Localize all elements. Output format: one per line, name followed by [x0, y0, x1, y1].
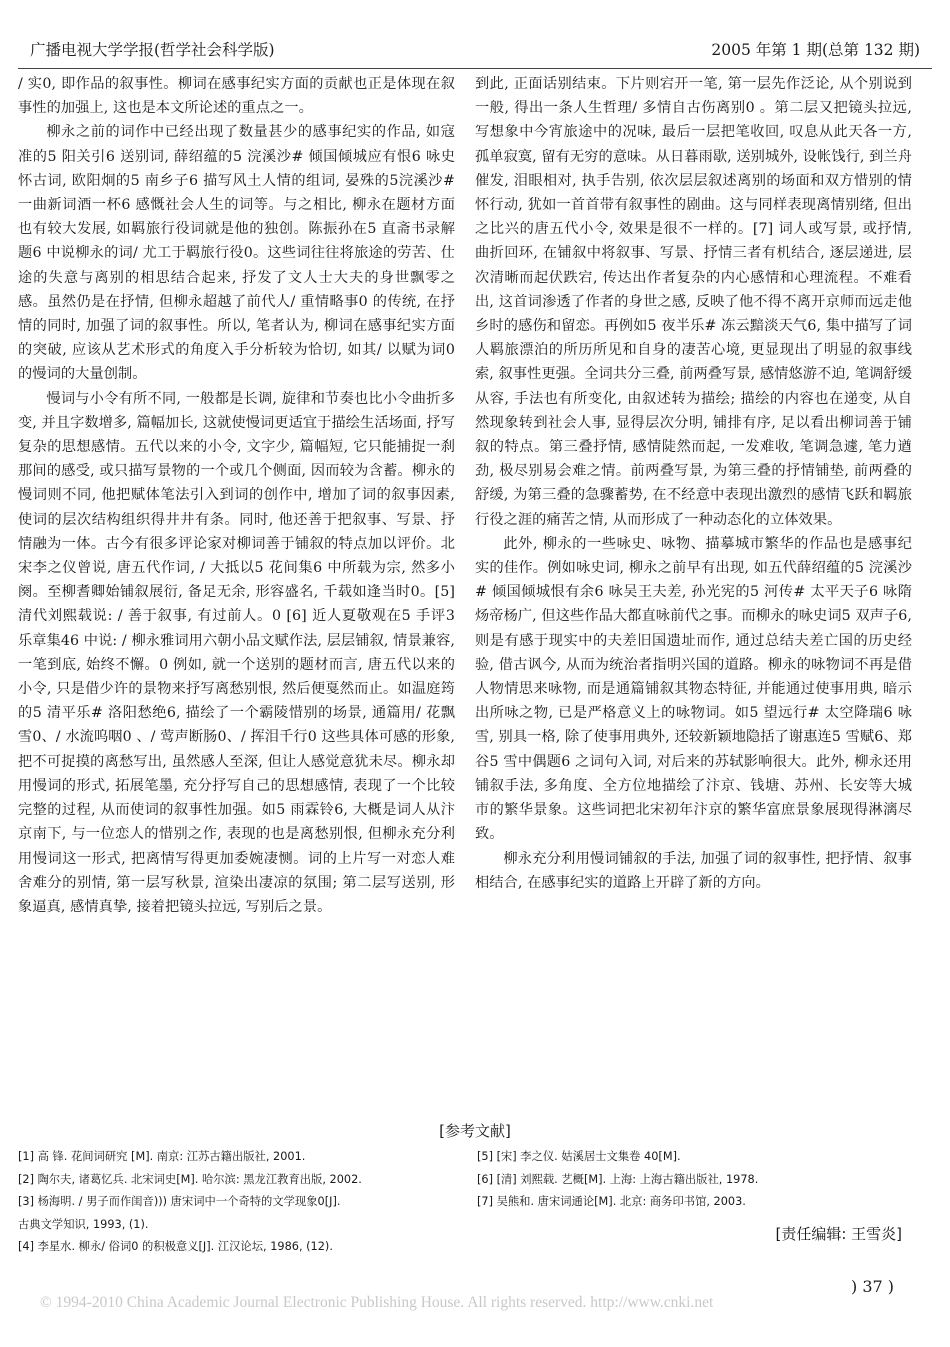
copyright-footer: © 1994-2010 China Academic Journal Electronic Publishing House. All rights reserved. http://www.cnki.net — [40, 1294, 714, 1311]
responsible-editor: [责任编辑: 王雪炎] — [775, 1225, 902, 1243]
journal-title: 广播电视大学学报(哲学社会科学版) — [30, 41, 275, 59]
reference-item: [6] [清] 刘熙载. 艺概[M]. 上海: 上海古籍出版社, 1978. — [477, 1172, 759, 1186]
reference-item: [2] 陶尔夫, 诸葛忆兵. 北宋词史[M]. 哈尔滨: 黑龙江教育出版, 2002. — [18, 1172, 362, 1186]
paragraph: 柳永之前的词作中已经出现了数量甚少的感事纪实的作品, 如寇准的5 阳关引6 送别词, 薛绍蕴的5 浣溪沙# 倾国倾城应有恨6 咏史怀古词, 欧阳炯的5 南乡子6 描写风土人情的组词, 晏殊的5浣溪沙# 一曲新词酒一杯6 感慨社会人生的词等。与之相比, 柳永在题材方面也有较大发展, 如羁旅行役词就是他的独创。陈振孙在5 直斋书录解题6 中说柳永的词/ 尤工于羁旅行役0。这些词往往将旅途的劳苦、仕途的失意与离别的相思结合起来, 抒发了文人士大夫的身世飘零之感。虽然仍是在抒情, 但柳永超越了前代人/ 重情略事0 的传统, 在抒情的同时, 加强了词的叙事性。所以, 笔者认为, 柳词在感事纪实方面的突破, 应该从艺术形式的角度入手分析较为恰切, 如其/ 以赋为词0 的慢词的大量创制。 — [18, 124, 455, 383]
reference-item: [7] 吴熊和. 唐宋词通论[M]. 北京: 商务印书馆, 2003. — [477, 1195, 746, 1208]
header-divider — [18, 68, 932, 69]
paragraph: 柳永充分利用慢词铺叙的手法, 加强了词的叙事性, 把抒情、叙事相结合, 在感事纪实的道路上开辟了新的方向。 — [475, 850, 912, 891]
paragraph: / 实0, 即作品的叙事性。柳词在感事纪实方面的贡献也正是体现在叙事性的加强上, 这也是本文所论述的重点之一。 — [18, 76, 455, 117]
reference-item: [3] 杨海明. / 男子而作闺音))) 唐宋词中一个奇特的文学现象0[J]. — [18, 1195, 341, 1208]
paragraph: 慢词与小令有所不同, 一般都是长调, 旋律和节奏也比小令曲折多变, 并且字数增多, 篇幅加长, 这就使慢词更适宜于描绘生活场面, 抒写复杂的思想感情。五代以来的小令, 文字少, 篇幅短, 它只能捕捉一刹那间的感受, 或只描写景物的一个或几个侧面, 因而较为含蓄。柳永的慢词则不同, 他把赋体笔法引入到词的创作中, 增加了词的叙事因素, 使词的层次结构组织得井井有条。同时, 他还善于把叙事、写景、抒情融为一体。古今有很多评论家对柳词善于铺叙的特点加以评价。北宋李之仪曾说, 唐五代作词, / 大抵以5 花间集6 中所载为宗, 然多小阕。至柳耆卿始铺叙展衍, 备足无余, 形容盛名, 千载如逢当时0。[5] 清代刘熙载说: / 善于叙事, 有过前人。0 [6] 近人夏敬观在5 手评3 乐章集46 中说: / 柳永雅词用六朝小品文赋作法, 层层铺叙, 情景兼容, 一笔到底, 始终不懈。0 例如, 就一个送别的题材而言, 唐五代以来的小令, 只是借少许的景物来抒写离愁别恨, 然后便戛然而止。如温庭筠的5 清平乐# 洛阳愁绝6, 描绘了一个霸陵惜别的场景, 通篇用/ 花飘雪0、/ 水流呜咽0 、/ 莺声断肠0、/ 挥泪千行0 这些具体可感的形象, 把不可捉摸的离愁写出, 虽然感人至深, 但让人感觉意犹未尽。柳永却用慢词的形式, 拓展笔墨, 充分抒写自己的思想感情, 表现了一个比较完整的过程, 从而使词的叙事性加强。如5 雨霖铃6, 大概是词人从汴京南下, 与一位恋人的惜别之作, 表现的也是离愁别恨, 但柳永充分利用慢词这一形式, 把离情写得更加委婉凄恻。词的上片写一对恋人难舍难分的别情, 第一层写秋景, 渲染出凄凉的氛围; 第二层写送别, 形象逼真, 感情真挚, 接着把镜头拉远, 写别后之景。 — [18, 390, 455, 915]
references-right — [477, 1146, 917, 1214]
reference-item: [5] [宋] 李之仪. 姑溪居士文集卷 40[M]. — [477, 1150, 681, 1163]
reference-item: [1] 高 锋. 花间词研究 [M]. 南京: 江苏古籍出版社, 2001. — [18, 1150, 306, 1163]
reference-item: 古典文学知识, 1993, (1). — [18, 1217, 149, 1231]
paragraph: 到此, 正面话别结束。下片则宕开一笔, 第一层先作泛论, 从个别说到一般, 得出一条人生哲理/ 多情自古伤离别0 。第二层又把镜头拉远, 写想象中今宵旅途中的况味, 最后一层把笔收回, 叹息从此天各一方, 孤单寂寞, 留有无穷的意味。从日暮雨歇, 送别城外, 设帐饯行, 到兰舟催发, 泪眼相对, 执手告别, 依次层层叙述离别的场面和双方惜别的情怀行动, 犹如一首首带有叙事性的剧曲。这与同样表现离情别绪, 但出之比兴的唐五代小令, 效果是很不一样的。[7] 词人或写景, 或抒情, 曲折回环, 在铺叙中将叙事、写景、抒情三者有机结合, 逐层递进, 层次清晰而起伏跌宕, 传达出作者复杂的内心感情和心理流程。不难看出, 这首词渗透了作者的身世之感, 反映了他不得不离开京师而远走他乡时的感伤和留恋。再例如5 夜半乐# 冻云黯淡天气6, 集中描写了词人羁旅漂泊的所历所见和自身的凄苦心境, 更显现出了明显的叙事线索, 叙事性更强。全词共分三叠, 前两叠写景, 感情悠游不迫, 笔调舒缓从容, 手法也有所变化, 由叙述转为描绘; 描绘的内容也在递变, 从自然现象转到社会人事, 显得层次分明, 铺排有序, 足以看出柳词善于铺叙的特点。第三叠抒情, 感情陡然而起, 一发难收, 笔调急遽, 笔力遒劲, 极尽别易会难之情。前两叠写景, 为第三叠的抒情铺垫, 前两叠的舒缓, 为第三叠的急骤蓄势, 在不经意中表现出激烈的感情飞跃和羁旅行役之涯的痛苦之情, 从而形成了一种动态化的立体效果。 — [475, 76, 912, 528]
page-number: ) 37 ) — [850, 1277, 894, 1296]
right-column — [475, 72, 912, 895]
issue-info: 2005 年第 1 期(总第 132 期) — [711, 41, 920, 59]
references-left — [18, 1146, 463, 1259]
references-heading: [参考文献] — [439, 1122, 511, 1140]
left-column — [18, 72, 455, 919]
page-header — [30, 38, 920, 64]
reference-item: [4] 李星水. 柳永/ 俗词0 的积极意义[J]. 江汉论坛, 1986, (12). — [18, 1240, 333, 1253]
paragraph: 此外, 柳永的一些咏史、咏物、描摹城市繁华的作品也是感事纪实的佳作。例如咏史词, 柳永之前早有出现, 如五代薛绍蕴的5 浣溪沙# 倾国倾城恨有余6 咏吴王夫差, 孙光宪的5 河传# 太平天子6 咏隋炀帝杨广, 但这些作品大都直咏前代之事。而柳永的咏史词5 双声子6, 则是有感于现实中的夫差旧国遗址而作, 通过总结夫差亡国的历史经验, 借古讽今, 从而为统治者指明兴国的道路。柳永的咏物词不再是借人物情思来咏物, 而是通篇铺叙其物态特征, 并能通过使事用典, 暗示出所咏之物, 已是严格意义上的咏物词。如5 望远行# 太空降瑞6 咏雪, 别具一格, 除了使事用典外, 还较新颖地隐括了谢惠连5 雪赋6、郑谷5 雪中偶题6 之词句入词, 对后来的苏轼影响很大。此外, 柳永还用铺叙手法, 多角度、全方位地描绘了汴京、钱塘、苏州、长安等大城市的繁华景象。这些词把北宋初年汴京的繁华富庶景象展现得淋漓尽致。 — [475, 535, 912, 843]
